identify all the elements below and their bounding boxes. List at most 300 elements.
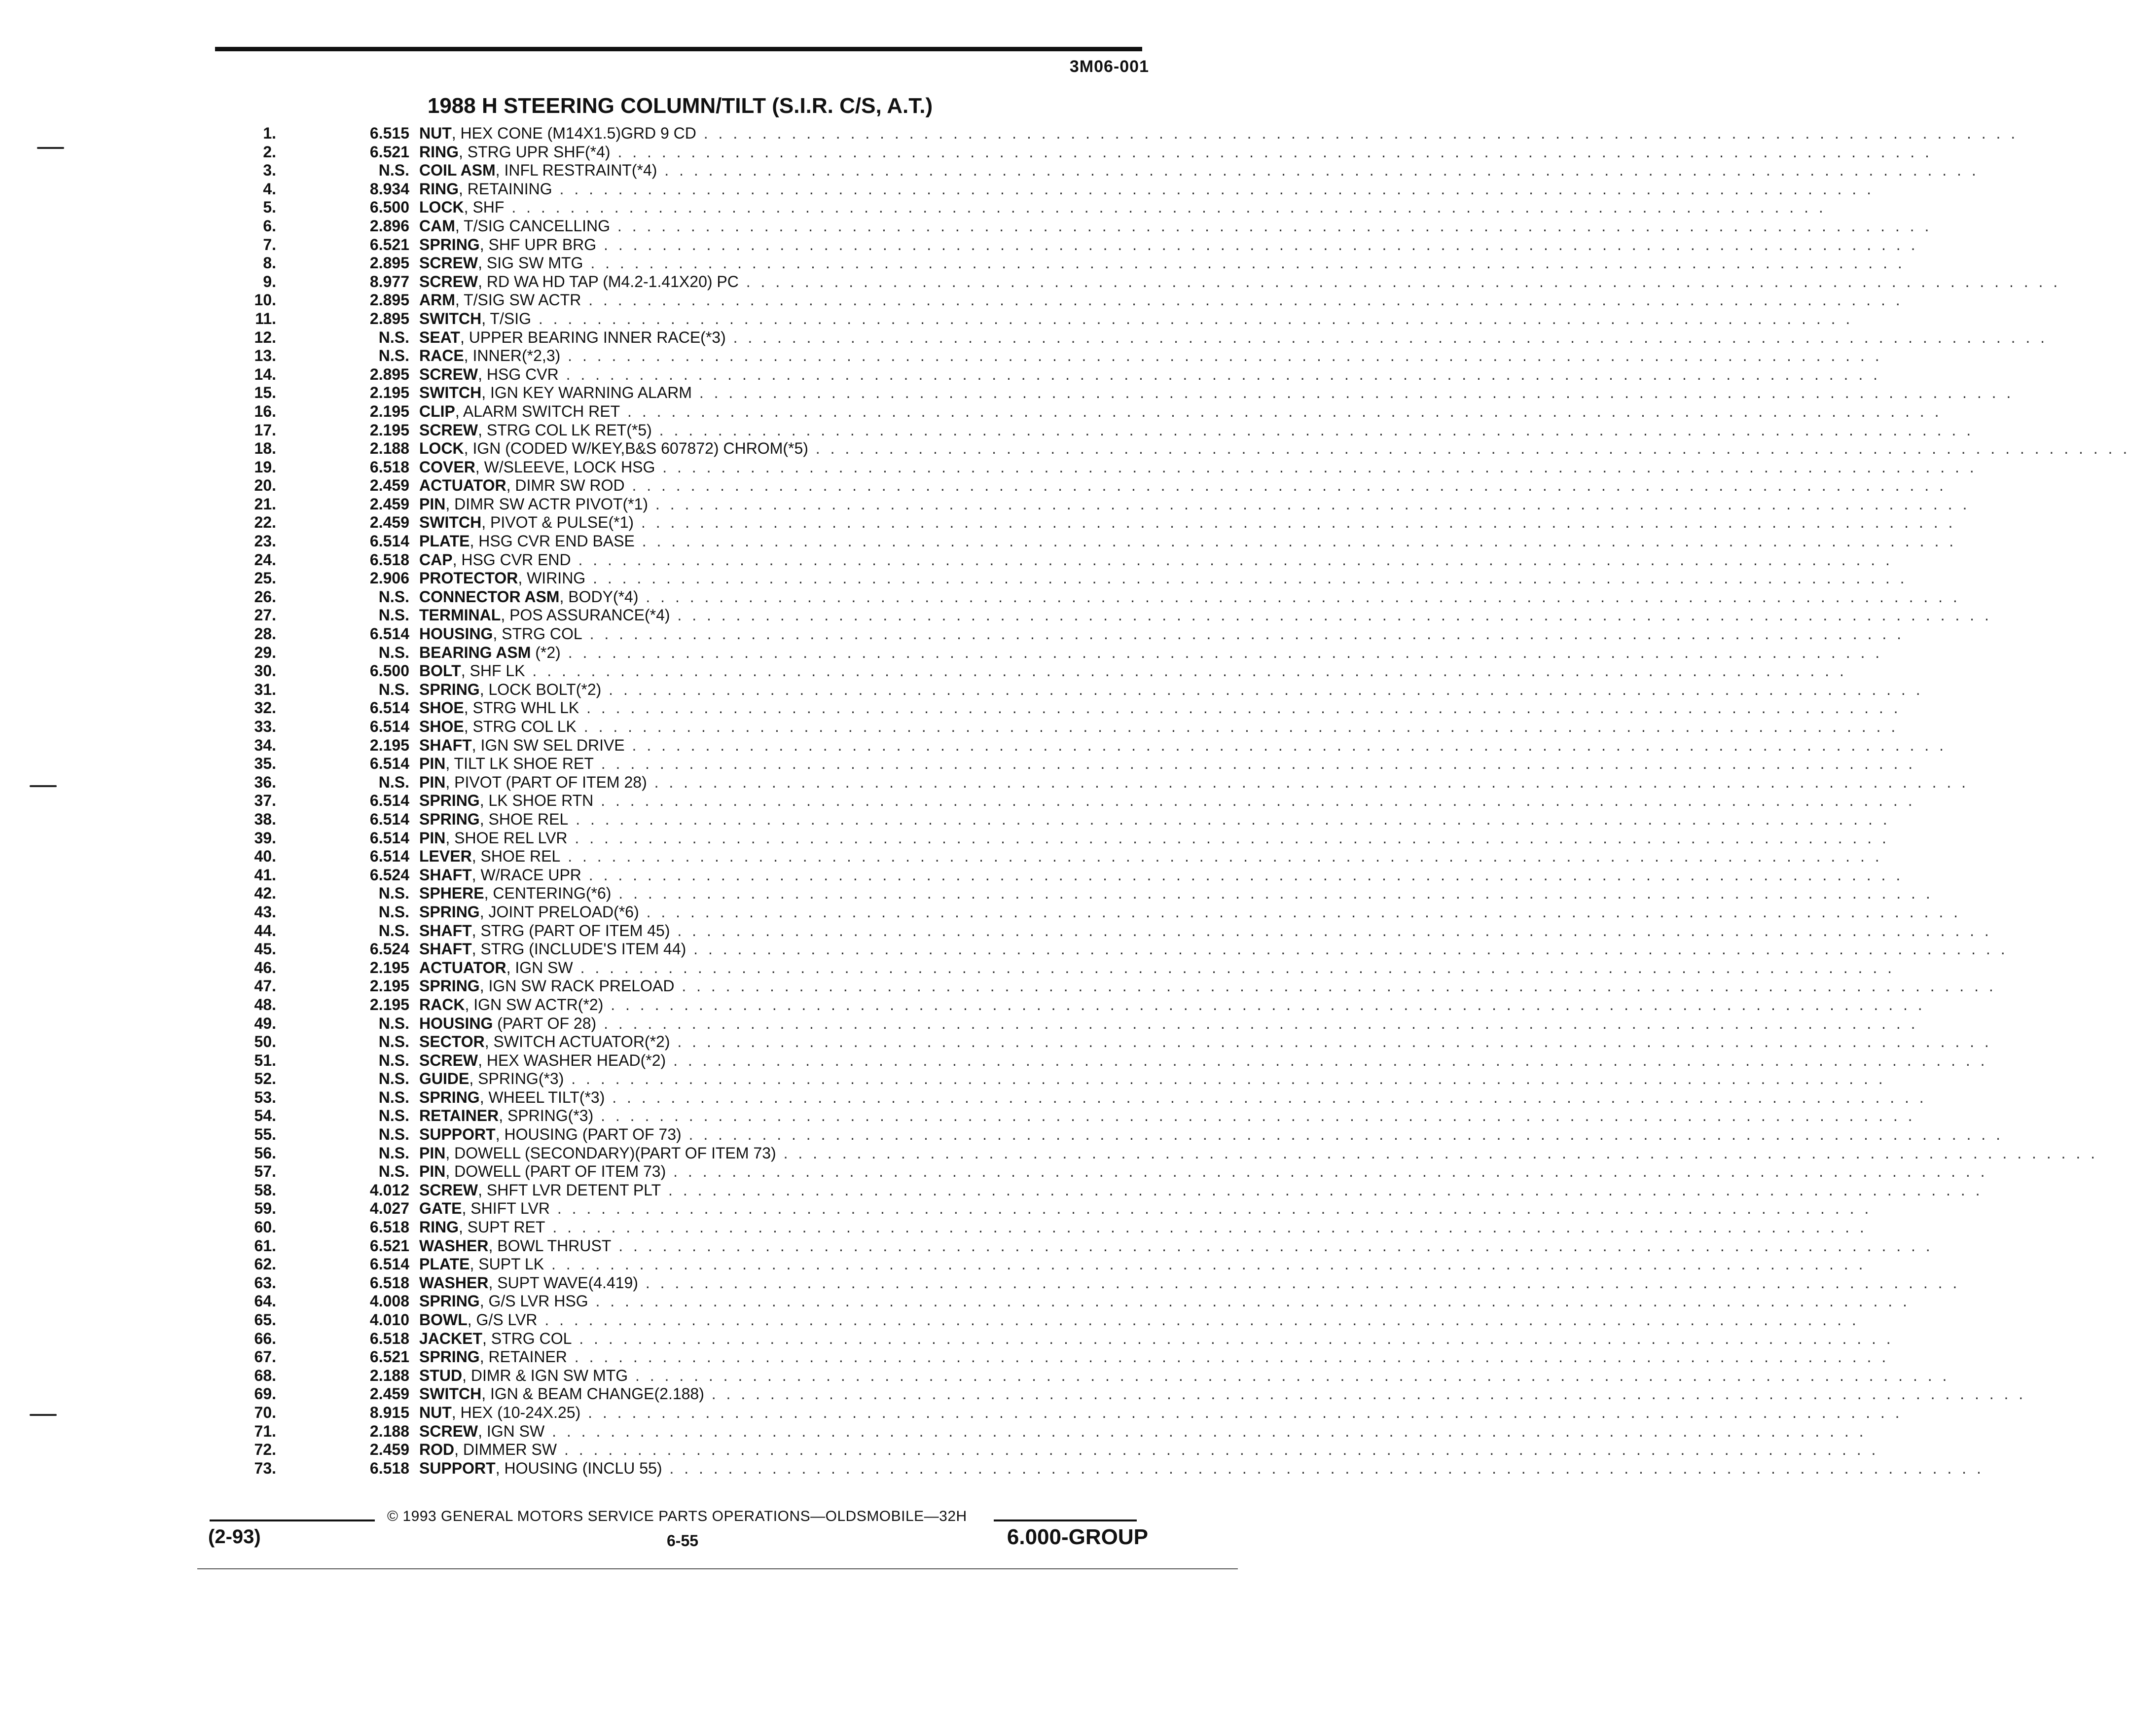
list-item <box>237 532 1957 551</box>
item-number: 65. <box>254 1311 276 1329</box>
list-item <box>237 736 1947 755</box>
group-number: N.S. <box>378 1144 409 1162</box>
part-name: CLIP <box>419 402 455 420</box>
group-number: N.S. <box>378 328 409 346</box>
part-detail: , T/SIG <box>481 309 531 327</box>
part-name: RETAINER <box>419 1107 499 1125</box>
list-item <box>237 1273 1960 1293</box>
dot-leader: . . . . . . . . . . . . . . . . . . . . . . . . . . . . . . . . . . . . . . . . . . . . . . . . . . . . . . . . . . . . . . . . . . . . . . . . . . . . . . . . . . . . . . . . . . <box>651 421 1974 439</box>
list-item <box>237 1329 1894 1348</box>
part-detail: , BOWL THRUST <box>488 1236 612 1255</box>
list-item <box>237 921 1992 940</box>
list-item <box>237 1033 1992 1051</box>
list-item <box>237 513 1956 532</box>
item-number: 47. <box>254 977 276 995</box>
group-number: N.S. <box>378 606 409 624</box>
part-detail: , IGN & BEAM CHANGE(2.188) <box>481 1385 704 1403</box>
part-description <box>419 1051 1988 1070</box>
group-number: N.S. <box>378 643 409 661</box>
list-item <box>237 680 1923 699</box>
part-name: PIN <box>419 773 446 791</box>
part-description <box>419 1199 1872 1218</box>
dot-leader: . . . . . . . . . . . . . . . . . . . . . . . . . . . . . . . . . . . . . . . . . . . . . . . . . . . . . . . . . . . . . . . . . . . . . . . . . . . . . . . . . . . . . . . . . . <box>808 439 2130 458</box>
parts-list <box>237 124 2130 1478</box>
item-number: 5. <box>263 198 276 217</box>
edge-mark <box>30 1414 57 1416</box>
part-name: SPRING <box>419 977 480 995</box>
part-description <box>419 1459 1984 1478</box>
item-number: 57. <box>254 1162 276 1181</box>
part-description <box>419 309 1853 328</box>
part-description <box>419 1236 1933 1256</box>
part-detail: , PIVOT & PULSE(*1) <box>481 513 634 532</box>
part-detail: , SHF <box>464 198 505 217</box>
list-item <box>237 421 1974 440</box>
item-number: 43. <box>254 903 276 921</box>
dot-leader: . . . . . . . . . . . . . . . . . . . . . . . . . . . . . . . . . . . . . . . . . . . . . . . . . . . . . . . . . . . . . . . . . . . . . . . . . . . . . . . . . . . . . . . . . . <box>738 272 2061 290</box>
group-number: 6.514 <box>369 1255 409 1273</box>
group-number: 6.524 <box>369 940 409 958</box>
part-detail: , IGN KEY WARNING ALARM <box>481 384 692 402</box>
part-description <box>419 421 1974 440</box>
item-number: 70. <box>254 1403 276 1421</box>
list-item <box>237 1051 1988 1070</box>
part-name: ARM <box>419 291 455 309</box>
group-number: 6.518 <box>369 550 409 569</box>
part-name: HOUSING <box>419 625 493 643</box>
part-description <box>419 1162 1988 1181</box>
list-item <box>237 1422 1867 1441</box>
part-detail: , HSG CVR <box>478 365 559 383</box>
part-name: SUPPORT <box>419 1459 496 1477</box>
dot-leader: . . . . . . . . . . . . . . . . . . . . . . . . . . . . . . . . . . . . . . . . . . . . . . . . . . . . . . . . . . . . . . . . . . . . . . . . . . . . . . . . . . . . . . . . . . <box>639 903 1961 921</box>
part-name: SHAFT <box>419 940 472 958</box>
group-number: 6.514 <box>369 847 409 866</box>
part-description <box>419 940 2008 959</box>
part-description <box>419 625 1905 644</box>
group-number: 2.459 <box>369 495 409 513</box>
part-detail: , HOUSING (INCLU 55) <box>495 1459 662 1477</box>
group-number: 2.195 <box>369 977 409 995</box>
list-item <box>237 476 1947 495</box>
part-name: CAP <box>419 550 453 569</box>
group-number: N.S. <box>378 1070 409 1088</box>
dot-leader: . . . . . . . . . . . . . . . . . . . . . . . . . . . . . . . . . . . . . . . . . . . . . . . . . . . . . . . . . . . . . . . . . . . . . . . . . . . . . . . . . . . . . . . . . . <box>681 1125 2003 1144</box>
part-detail: , INNER(*2,3) <box>464 347 561 365</box>
item-number: 15. <box>254 384 276 402</box>
part-detail: , HOUSING (PART OF 73) <box>495 1125 682 1144</box>
item-number: 21. <box>254 495 276 513</box>
group-number: N.S. <box>378 1014 409 1032</box>
part-detail: , IGN SW <box>478 1422 545 1440</box>
part-name: TERMINAL <box>419 606 501 624</box>
dot-leader: . . . . . . . . . . . . . . . . . . . . . . . . . . . . . . . . . . . . . . . . . . . . . . . . . . . . . . . . . . . . . . . . . . . . . . . . . . . . . . . . . . . . . . . . . . <box>567 1348 1889 1366</box>
dot-leader: . . . . . . . . . . . . . . . . . . . . . . . . . . . . . . . . . . . . . . . . . . . . . . . . . . . . . . . . . . . . . . . . . . . . . . . . . . . . . . . . . . . . . . . . . . <box>603 995 1925 1013</box>
part-detail: , STRG COL LK RET(*5) <box>478 421 652 439</box>
part-detail: , STRG COL <box>493 625 582 643</box>
item-number: 30. <box>254 662 276 680</box>
part-detail: , IGN SW ACTR(*2) <box>465 995 604 1013</box>
dot-leader: . . . . . . . . . . . . . . . . . . . . . . . . . . . . . . . . . . . . . . . . . . . . . . . . . . . . . . . . . . . . . . . . . . . . . . . . . . . . . . . . . . . . . . . . . . <box>670 1033 1992 1051</box>
group-number: 6.524 <box>369 866 409 884</box>
footer-rule-left <box>210 1519 375 1521</box>
dot-leader: . . . . . . . . . . . . . . . . . . . . . . . . . . . . . . . . . . . . . . . . . . . . . . . . . . . . . . . . . . . . . . . . . . . . . . . . . . . . . . . . . . . . . . . . . . <box>564 1070 1886 1088</box>
item-number: 38. <box>254 810 276 828</box>
part-name: COIL ASM <box>419 161 496 180</box>
part-detail: , W/RACE UPR <box>471 866 581 884</box>
part-detail: , JOINT PRELOAD(*6) <box>479 903 639 921</box>
part-description <box>419 161 1979 180</box>
part-name: SPRING <box>419 1088 480 1106</box>
part-detail: , DOWELL (PART OF ITEM 73) <box>445 1162 666 1181</box>
part-name: SWITCH <box>419 513 482 532</box>
item-number: 26. <box>254 587 276 606</box>
dot-leader: . . . . . . . . . . . . . . . . . . . . . . . . . . . . . . . . . . . . . . . . . . . . . . . . . . . . . . . . . . . . . . . . . . . . . . . . . . . . . . . . . . . . . . . . . . <box>545 1218 1867 1236</box>
item-number: 72. <box>254 1441 276 1459</box>
part-detail: , SHF LK <box>461 662 525 680</box>
part-detail: , WHEEL TILT(*3) <box>479 1088 605 1106</box>
dot-leader: . . . . . . . . . . . . . . . . . . . . . . . . . . . . . . . . . . . . . . . . . . . . . . . . . . . . . . . . . . . . . . . . . . . . . . . . . . . . . . . . . . . . . . . . . . <box>638 587 1960 606</box>
part-description <box>419 1441 1879 1459</box>
item-number: 22. <box>254 513 276 532</box>
dot-leader: . . . . . . . . . . . . . . . . . . . . . . . . . . . . . . . . . . . . . . . . . . . . . . . . . . . . . . . . . . . . . . . . . . . . . . . . . . . . . . . . . . . . . . . . . . <box>588 1292 1910 1310</box>
part-detail: , HSG CVR END BASE <box>469 532 635 550</box>
part-detail: , STRG UPR SHF(*4) <box>459 143 611 161</box>
item-number: 34. <box>254 736 276 754</box>
part-name: COVER <box>419 458 475 476</box>
part-description <box>419 977 1996 996</box>
list-item <box>237 1162 1988 1181</box>
item-number: 48. <box>254 995 276 1013</box>
dot-leader: . . . . . . . . . . . . . . . . . . . . . . . . . . . . . . . . . . . . . . . . . . . . . . . . . . . . . . . . . . . . . . . . . . . . . . . . . . . . . . . . . . . . . . . . . . <box>531 309 1853 327</box>
item-number: 39. <box>254 829 276 847</box>
item-number: 50. <box>254 1033 276 1051</box>
part-name: ACTUATOR <box>419 476 506 495</box>
part-detail: , HEX CONE (M14X1.5)GRD 9 CD <box>451 124 696 142</box>
part-name: SECTOR <box>419 1033 485 1051</box>
part-name: SPRING <box>419 903 480 921</box>
part-description <box>419 476 1947 495</box>
list-item <box>237 1385 2026 1404</box>
list-item <box>237 1236 1933 1256</box>
group-number: 2.195 <box>369 958 409 976</box>
list-item <box>237 662 1847 681</box>
dot-leader: . . . . . . . . . . . . . . . . . . . . . . . . . . . . . . . . . . . . . . . . . . . . . . . . . . . . . . . . . . . . . . . . . . . . . . . . . . . . . . . . . . . . . . . . . . <box>582 625 1905 643</box>
dot-leader: . . . . . . . . . . . . . . . . . . . . . . . . . . . . . . . . . . . . . . . . . . . . . . . . . . . . . . . . . . . . . . . . . . . . . . . . . . . . . . . . . . . . . . . . . . <box>572 1329 1894 1347</box>
list-item <box>237 495 1970 514</box>
part-name: SCREW <box>419 1181 478 1199</box>
group-number: N.S. <box>378 1051 409 1069</box>
group-number: N.S. <box>378 921 409 940</box>
group-number: 8.915 <box>369 1403 409 1421</box>
group-number: 6.518 <box>369 1273 409 1292</box>
list-item <box>237 328 2048 347</box>
list-item <box>237 810 1890 829</box>
item-number: 71. <box>254 1422 276 1440</box>
dot-leader: . . . . . . . . . . . . . . . . . . . . . . . . . . . . . . . . . . . . . . . . . . . . . . . . . . . . . . . . . . . . . . . . . . . . . . . . . . . . . . . . . . . . . . . . . . <box>568 810 1890 828</box>
dot-leader: . . . . . . . . . . . . . . . . . . . . . . . . . . . . . . . . . . . . . . . . . . . . . . . . . . . . . . . . . . . . . . . . . . . . . . . . . . . . . . . . . . . . . . . . . . <box>601 680 1923 698</box>
list-item <box>237 309 1853 328</box>
part-detail: (*2) <box>531 643 561 661</box>
group-number: 2.459 <box>369 1385 409 1403</box>
dot-leader: . . . . . . . . . . . . . . . . . . . . . . . . . . . . . . . . . . . . . . . . . . . . . . . . . . . . . . . . . . . . . . . . . . . . . . . . . . . . . . . . . . . . . . . . . . <box>610 217 1932 235</box>
group-number: 2.195 <box>369 736 409 754</box>
page-number: 6-55 <box>667 1532 699 1550</box>
dot-leader: . . . . . . . . . . . . . . . . . . . . . . . . . . . . . . . . . . . . . . . . . . . . . . . . . . . . . . . . . . . . . . . . . . . . . . . . . . . . . . . . . . . . . . . . . . <box>573 958 1895 976</box>
part-detail: , SUPT LK <box>469 1255 544 1273</box>
part-description <box>419 718 1899 736</box>
group-number: 2.459 <box>369 1441 409 1459</box>
item-number: 61. <box>254 1236 276 1255</box>
part-detail: , SUPT RET <box>459 1218 545 1236</box>
part-detail: , IGN (CODED W/KEY,B&S 607872) CHROM(*5) <box>464 439 808 458</box>
list-item <box>237 198 1826 217</box>
dot-leader: . . . . . . . . . . . . . . . . . . . . . . . . . . . . . . . . . . . . . . . . . . . . . . . . . . . . . . . . . . . . . . . . . . . . . . . . . . . . . . . . . . . . . . . . . . <box>579 699 1901 717</box>
dot-leader: . . . . . . . . . . . . . . . . . . . . . . . . . . . . . . . . . . . . . . . . . . . . . . . . . . . . . . . . . . . . . . . . . . . . . . . . . . . . . . . . . . . . . . . . . . <box>596 1014 1918 1032</box>
list-item <box>237 643 1883 662</box>
list-item <box>237 1348 1889 1367</box>
part-detail: , DIMR SW ROD <box>506 476 625 495</box>
part-name: SPHERE <box>419 884 484 903</box>
part-name: PLATE <box>419 1255 470 1273</box>
item-number: 66. <box>254 1329 276 1347</box>
group-number: N.S. <box>378 773 409 791</box>
part-description <box>419 866 1904 885</box>
part-description <box>419 1088 1927 1107</box>
list-item <box>237 402 1942 421</box>
part-description <box>419 1422 1867 1441</box>
group-number: N.S. <box>378 680 409 698</box>
group-number: 4.010 <box>369 1311 409 1329</box>
part-description <box>419 495 1970 514</box>
part-description <box>419 755 1916 773</box>
part-description <box>419 680 1923 699</box>
part-name: PIN <box>419 755 446 773</box>
part-description <box>419 662 1847 681</box>
dot-leader: . . . . . . . . . . . . . . . . . . . . . . . . . . . . . . . . . . . . . . . . . . . . . . . . . . . . . . . . . . . . . . . . . . . . . . . . . . . . . . . . . . . . . . . . . . <box>560 643 1883 661</box>
list-item <box>237 1125 2003 1144</box>
group-number: 6.518 <box>369 458 409 476</box>
part-name: SWITCH <box>419 1385 482 1403</box>
dot-leader: . . . . . . . . . . . . . . . . . . . . . . . . . . . . . . . . . . . . . . . . . . . . . . . . . . . . . . . . . . . . . . . . . . . . . . . . . . . . . . . . . . . . . . . . . . <box>628 1366 1950 1384</box>
part-name: PIN <box>419 495 446 513</box>
group-number: 6.518 <box>369 1459 409 1477</box>
group-number: 6.521 <box>369 235 409 253</box>
part-name: LOCK <box>419 439 464 458</box>
group-number: N.S. <box>378 587 409 606</box>
list-item <box>237 217 1932 236</box>
part-name: SCREW <box>419 1051 478 1069</box>
group-number: 6.514 <box>369 718 409 735</box>
item-number: 40. <box>254 847 276 866</box>
list-item <box>237 699 1901 718</box>
edge-mark <box>30 785 57 787</box>
part-name: WASHER <box>419 1236 489 1255</box>
part-name: RING <box>419 1218 459 1236</box>
dot-leader: . . . . . . . . . . . . . . . . . . . . . . . . . . . . . . . . . . . . . . . . . . . . . . . . . . . . . . . . . . . . . . . . . . . . . . . . . . . . . . . . . . . . . . . . . . <box>776 1144 2098 1162</box>
dot-leader: . . . . . . . . . . . . . . . . . . . . . . . . . . . . . . . . . . . . . . . . . . . . . . . . . . . . . . . . . . . . . . . . . . . . . . . . . . . . . . . . . . . . . . . . . . <box>557 1441 1879 1459</box>
dot-leader: . . . . . . . . . . . . . . . . . . . . . . . . . . . . . . . . . . . . . . . . . . . . . . . . . . . . . . . . . . . . . . . . . . . . . . . . . . . . . . . . . . . . . . . . . . <box>576 718 1899 735</box>
group-number: N.S. <box>378 1107 409 1125</box>
part-detail: , SHOE REL LVR <box>445 829 568 847</box>
part-name: SPRING <box>419 680 480 698</box>
group-number: 2.195 <box>369 384 409 402</box>
part-description <box>419 1366 1950 1385</box>
part-description <box>419 1070 1886 1088</box>
part-description <box>419 550 1893 570</box>
part-name: RING <box>419 180 459 198</box>
item-number: 45. <box>254 940 276 958</box>
item-number: 46. <box>254 958 276 976</box>
part-name: SCREW <box>419 272 478 290</box>
part-detail: , IGN SW SEL DRIVE <box>471 736 625 754</box>
item-number: 12. <box>254 328 276 346</box>
group-number: N.S. <box>378 1162 409 1181</box>
part-description <box>419 1014 1918 1033</box>
dot-leader: . . . . . . . . . . . . . . . . . . . . . . . . . . . . . . . . . . . . . . . . . . . . . . . . . . . . . . . . . . . . . . . . . . . . . . . . . . . . . . . . . . . . . . . . . . <box>596 235 1918 253</box>
item-number: 56. <box>254 1144 276 1162</box>
part-name: SHAFT <box>419 736 472 754</box>
part-description <box>419 143 1932 162</box>
part-detail: , SUPT WAVE(4.419) <box>488 1273 638 1292</box>
part-description <box>419 1403 1903 1422</box>
part-name: HOUSING <box>419 1014 493 1032</box>
part-name: SUPPORT <box>419 1125 496 1144</box>
part-description <box>419 402 1942 421</box>
item-number: 17. <box>254 421 276 439</box>
list-item <box>237 347 1882 365</box>
dot-leader: . . . . . . . . . . . . . . . . . . . . . . . . . . . . . . . . . . . . . . . . . . . . . . . . . . . . . . . . . . . . . . . . . . . . . . . . . . . . . . . . . . . . . . . . . . <box>544 1422 1867 1440</box>
part-detail: , DIMR & IGN SW MTG <box>462 1366 628 1384</box>
list-item <box>237 439 2130 458</box>
item-number: 8. <box>263 254 276 272</box>
list-item <box>237 1070 1886 1088</box>
group-number: 6.514 <box>369 755 409 773</box>
part-description <box>419 513 1956 532</box>
part-detail: , STRG (INCLUDE'S ITEM 44) <box>471 940 686 958</box>
part-description <box>419 180 1874 199</box>
part-description <box>419 1273 1960 1293</box>
page-title: 1988 H STEERING COLUMN/TILT (S.I.R. C/S, A.T.) <box>427 94 933 118</box>
dot-leader: . . . . . . . . . . . . . . . . . . . . . . . . . . . . . . . . . . . . . . . . . . . . . . . . . . . . . . . . . . . . . . . . . . . . . . . . . . . . . . . . . . . . . . . . . . <box>593 1107 1915 1125</box>
part-description <box>419 829 1889 848</box>
dot-leader: . . . . . . . . . . . . . . . . . . . . . . . . . . . . . . . . . . . . . . . . . . . . . . . . . . . . . . . . . . . . . . . . . . . . . . . . . . . . . . . . . . . . . . . . . . <box>634 513 1956 532</box>
part-detail: , HEX (10-24X.25) <box>451 1403 581 1421</box>
part-name: PROTECTOR <box>419 569 518 587</box>
dot-leader: . . . . . . . . . . . . . . . . . . . . . . . . . . . . . . . . . . . . . . . . . . . . . . . . . . . . . . . . . . . . . . . . . . . . . . . . . . . . . . . . . . . . . . . . . . <box>605 1088 1927 1106</box>
dot-leader: . . . . . . . . . . . . . . . . . . . . . . . . . . . . . . . . . . . . . . . . . . . . . . . . . . . . . . . . . . . . . . . . . . . . . . . . . . . . . . . . . . . . . . . . . . <box>558 365 1880 383</box>
group-number: 2.188 <box>369 439 409 458</box>
part-description <box>419 847 1882 866</box>
part-description <box>419 736 1947 755</box>
dot-leader: . . . . . . . . . . . . . . . . . . . . . . . . . . . . . . . . . . . . . . . . . . . . . . . . . . . . . . . . . . . . . . . . . . . . . . . . . . . . . . . . . . . . . . . . . . <box>593 792 1915 810</box>
dot-leader: . . . . . . . . . . . . . . . . . . . . . . . . . . . . . . . . . . . . . . . . . . . . . . . . . . . . . . . . . . . . . . . . . . . . . . . . . . . . . . . . . . . . . . . . . . <box>638 1273 1960 1292</box>
list-item <box>237 1441 1879 1459</box>
part-detail: , T/SIG SW ACTR <box>455 291 581 309</box>
part-name: JACKET <box>419 1329 483 1347</box>
group-number: 2.906 <box>369 569 409 587</box>
part-name: STUD <box>419 1366 463 1384</box>
part-description <box>419 995 1925 1014</box>
list-item <box>237 773 1969 792</box>
item-number: 11. <box>255 309 276 327</box>
part-detail: , RETAINING <box>459 180 552 198</box>
part-description <box>419 328 2048 347</box>
part-description <box>419 347 1882 365</box>
part-description <box>419 810 1890 829</box>
item-number: 53. <box>254 1088 276 1106</box>
dot-leader: . . . . . . . . . . . . . . . . . . . . . . . . . . . . . . . . . . . . . . . . . . . . . . . . . . . . . . . . . . . . . . . . . . . . . . . . . . . . . . . . . . . . . . . . . . <box>670 921 1992 940</box>
part-description <box>419 124 2019 143</box>
dot-leader: . . . . . . . . . . . . . . . . . . . . . . . . . . . . . . . . . . . . . . . . . . . . . . . . . . . . . . . . . . . . . . . . . . . . . . . . . . . . . . . . . . . . . . . . . . <box>593 755 1916 773</box>
part-detail: , DIMMER SW <box>454 1441 557 1459</box>
part-detail: , IGN SW <box>506 958 573 976</box>
part-detail: , STRG COL LK <box>464 718 577 735</box>
dot-leader: . . . . . . . . . . . . . . . . . . . . . . . . . . . . . . . . . . . . . . . . . . . . . . . . . . . . . . . . . . . . . . . . . . . . . . . . . . . . . . . . . . . . . . . . . . <box>537 1311 1859 1329</box>
part-detail: , G/S LVR <box>467 1311 538 1329</box>
dot-leader: . . . . . . . . . . . . . . . . . . . . . . . . . . . . . . . . . . . . . . . . . . . . . . . . . . . . . . . . . . . . . . . . . . . . . . . . . . . . . . . . . . . . . . . . . . <box>686 940 2008 958</box>
part-description <box>419 1385 2026 1404</box>
dot-leader: . . . . . . . . . . . . . . . . . . . . . . . . . . . . . . . . . . . . . . . . . . . . . . . . . . . . . . . . . . . . . . . . . . . . . . . . . . . . . . . . . . . . . . . . . . <box>648 495 1970 513</box>
dot-leader: . . . . . . . . . . . . . . . . . . . . . . . . . . . . . . . . . . . . . . . . . . . . . . . . . . . . . . . . . . . . . . . . . . . . . . . . . . . . . . . . . . . . . . . . . . <box>552 180 1874 198</box>
part-description <box>419 439 2130 458</box>
group-number: 2.459 <box>369 513 409 532</box>
group-number: 2.188 <box>369 1366 409 1384</box>
part-detail: , SIG SW MTG <box>478 254 583 272</box>
list-item <box>237 995 1925 1014</box>
dot-leader: . . . . . . . . . . . . . . . . . . . . . . . . . . . . . . . . . . . . . . . . . . . . . . . . . . . . . . . . . . . . . . . . . . . . . . . . . . . . . . . . . . . . . . . . . . <box>725 328 2048 346</box>
item-number: 44. <box>254 921 276 940</box>
list-item <box>237 625 1905 644</box>
list-item <box>237 272 2061 291</box>
part-name: ROD <box>419 1441 455 1459</box>
item-number: 24. <box>254 550 276 569</box>
part-name: PIN <box>419 829 446 847</box>
list-item <box>237 792 1915 810</box>
part-description <box>419 921 1992 940</box>
part-name: BEARING ASM <box>419 643 531 661</box>
item-number: 42. <box>254 884 276 903</box>
part-description <box>419 458 1977 477</box>
part-detail: , SHOE REL <box>471 847 561 866</box>
item-number: 16. <box>254 402 276 420</box>
date-code: (2-93) <box>208 1526 261 1548</box>
part-name: SCREW <box>419 421 478 439</box>
item-number: 13. <box>254 347 276 365</box>
footer-rule-right <box>994 1519 1137 1521</box>
part-detail: , IGN SW RACK PRELOAD <box>479 977 675 995</box>
dot-leader: . . . . . . . . . . . . . . . . . . . . . . . . . . . . . . . . . . . . . . . . . . . . . . . . . . . . . . . . . . . . . . . . . . . . . . . . . . . . . . . . . . . . . . . . . . <box>634 532 1957 550</box>
group-number: 6.514 <box>369 532 409 550</box>
part-name: RACE <box>419 347 464 365</box>
part-description <box>419 699 1901 718</box>
item-number: 62. <box>254 1255 276 1273</box>
top-rule <box>215 47 1142 51</box>
dot-leader: . . . . . . . . . . . . . . . . . . . . . . . . . . . . . . . . . . . . . . . . . . . . . . . . . . . . . . . . . . . . . . . . . . . . . . . . . . . . . . . . . . . . . . . . . . <box>657 161 1979 180</box>
part-description <box>419 384 2014 402</box>
item-number: 32. <box>254 699 276 717</box>
part-detail: , SHF UPR BRG <box>479 235 597 253</box>
list-item <box>237 829 1889 848</box>
part-name: SHAFT <box>419 866 472 884</box>
dot-leader: . . . . . . . . . . . . . . . . . . . . . . . . . . . . . . . . . . . . . . . . . . . . . . . . . . . . . . . . . . . . . . . . . . . . . . . . . . . . . . . . . . . . . . . . . . <box>580 1403 1903 1421</box>
dot-leader: . . . . . . . . . . . . . . . . . . . . . . . . . . . . . . . . . . . . . . . . . . . . . . . . . . . . . . . . . . . . . . . . . . . . . . . . . . . . . . . . . . . . . . . . . . <box>620 402 1942 420</box>
list-item <box>237 161 1979 180</box>
group-number: 6.514 <box>369 699 409 717</box>
list-item <box>237 1107 1915 1125</box>
part-description <box>419 792 1915 810</box>
dot-leader: . . . . . . . . . . . . . . . . . . . . . . . . . . . . . . . . . . . . . . . . . . . . . . . . . . . . . . . . . . . . . . . . . . . . . . . . . . . . . . . . . . . . . . . . . . <box>704 1385 2026 1403</box>
